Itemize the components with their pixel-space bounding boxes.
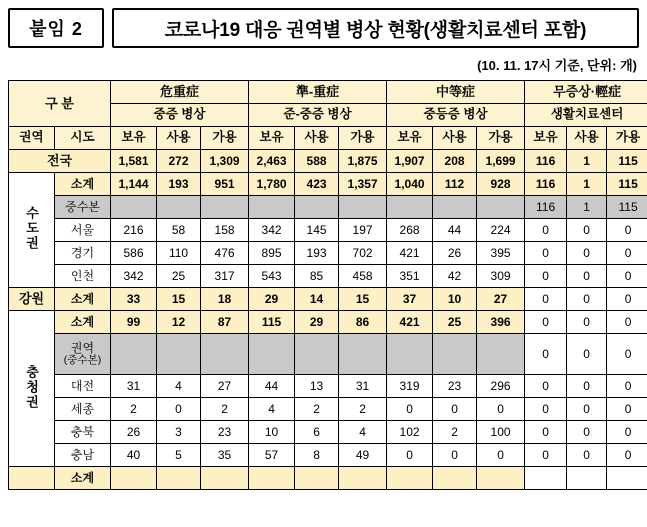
- row-label-chungnam: 충남: [55, 444, 111, 467]
- cell-value: 29: [295, 311, 339, 334]
- cell-value: 1,144: [111, 173, 157, 196]
- table-row: [9, 375, 647, 398]
- row-label-chungbuk: 충북: [55, 421, 111, 444]
- table-row: [9, 288, 647, 311]
- cell-value: 0: [525, 311, 567, 334]
- cell-value: 543: [249, 265, 295, 288]
- cell-value: [249, 467, 295, 490]
- cell-value: 10: [249, 421, 295, 444]
- cell-value: 1: [567, 196, 607, 219]
- cell-value: 14: [295, 288, 339, 311]
- cell-value: 116: [525, 150, 567, 173]
- cell-value: 145: [295, 219, 339, 242]
- cell-value: 928: [477, 173, 525, 196]
- cell-value: 197: [339, 219, 387, 242]
- cell-value: 193: [157, 173, 201, 196]
- cell-value: 115: [249, 311, 295, 334]
- cell-value: [477, 467, 525, 490]
- table-row: [9, 196, 647, 219]
- cell-value: 342: [111, 265, 157, 288]
- cell-value: 0: [567, 265, 607, 288]
- table-row: [9, 150, 647, 173]
- cell-value: 224: [477, 219, 525, 242]
- cell-value: 0: [525, 288, 567, 311]
- cell-value: 27: [477, 288, 525, 311]
- cell-value: 102: [387, 421, 433, 444]
- page-title: 코로나19 대응 권역별 병상 현황(생활치료센터 포함): [112, 8, 639, 48]
- cell-value: 208: [433, 150, 477, 173]
- table-row: [9, 242, 647, 265]
- subheader-semi-severe-beds: 준-중증 병상: [249, 104, 387, 127]
- cell-value: 10: [433, 288, 477, 311]
- cell-value: 42: [433, 265, 477, 288]
- cell-value: 423: [295, 173, 339, 196]
- cell-value: 0: [477, 444, 525, 467]
- cell-empty: [249, 196, 295, 219]
- cell-value: 0: [525, 334, 567, 375]
- table-row: [9, 173, 647, 196]
- region-label-metropolitan: 수도권: [9, 173, 55, 288]
- cell-value: 26: [433, 242, 477, 265]
- cell-value: 27: [201, 375, 249, 398]
- col-header-avail-4: 가용: [607, 127, 647, 150]
- cell-value: 31: [111, 375, 157, 398]
- cell-value: 1,357: [339, 173, 387, 196]
- col-header-hold-2: 보유: [249, 127, 295, 150]
- cell-value: 588: [295, 150, 339, 173]
- row-label-central: 중수본: [55, 196, 111, 219]
- bed-status-table: [8, 80, 647, 490]
- cell-value: 0: [567, 421, 607, 444]
- cell-value: 319: [387, 375, 433, 398]
- row-label-daejeon: 대전: [55, 375, 111, 398]
- cell-value: 0: [157, 398, 201, 421]
- cell-value: 296: [477, 375, 525, 398]
- cell-value: 476: [201, 242, 249, 265]
- cell-empty: [387, 334, 433, 375]
- cell-value: 458: [339, 265, 387, 288]
- col-header-used-2: 사용: [295, 127, 339, 150]
- cell-value: 351: [387, 265, 433, 288]
- cell-empty: [477, 196, 525, 219]
- col-header-avail-2: 가용: [339, 127, 387, 150]
- timestamp-note: (10. 11. 17시 기준, 단위: 개): [477, 58, 637, 73]
- cell-value: 15: [339, 288, 387, 311]
- row-label-line2: (중수본): [63, 353, 102, 366]
- cell-value: 0: [607, 398, 647, 421]
- cell-value: [157, 467, 201, 490]
- cell-value: 26: [111, 421, 157, 444]
- cell-value: [295, 467, 339, 490]
- cell-value: 193: [295, 242, 339, 265]
- cell-value: 0: [387, 398, 433, 421]
- row-label-line1: 권역: [70, 341, 95, 356]
- table-row: [9, 311, 647, 334]
- cell-value: 1,780: [249, 173, 295, 196]
- cell-empty: [387, 196, 433, 219]
- cell-value: 0: [525, 375, 567, 398]
- cell-value: [201, 467, 249, 490]
- cell-value: 0: [607, 288, 647, 311]
- table-body: [9, 150, 647, 490]
- cell-value: 0: [567, 219, 607, 242]
- table-header-row-group: [9, 81, 647, 104]
- cell-value: 23: [433, 375, 477, 398]
- cell-value: 57: [249, 444, 295, 467]
- cell-value: 85: [295, 265, 339, 288]
- cell-value: 0: [607, 219, 647, 242]
- cell-value: 0: [607, 311, 647, 334]
- cell-value: 0: [387, 444, 433, 467]
- cell-empty: [433, 196, 477, 219]
- cell-value: 0: [525, 398, 567, 421]
- table-row: [9, 421, 647, 444]
- cell-value: 6: [295, 421, 339, 444]
- cell-value: 0: [607, 242, 647, 265]
- cell-value: 0: [567, 398, 607, 421]
- cell-empty: [201, 196, 249, 219]
- attachment-label: 붙임 2: [8, 8, 104, 48]
- table-row: [9, 444, 647, 467]
- cell-value: 44: [433, 219, 477, 242]
- row-label-subtotal: 소계: [55, 467, 111, 490]
- cell-value: 31: [339, 375, 387, 398]
- cell-value: 40: [111, 444, 157, 467]
- cell-empty: [111, 196, 157, 219]
- cell-value: 0: [607, 265, 647, 288]
- cell-value: 115: [607, 150, 647, 173]
- cell-value: 421: [387, 242, 433, 265]
- cell-value: 317: [201, 265, 249, 288]
- col-header-used-4: 사용: [567, 127, 607, 150]
- cell-value: 4: [249, 398, 295, 421]
- col-header-used-1: 사용: [157, 127, 201, 150]
- cell-value: [525, 467, 567, 490]
- cell-value: 951: [201, 173, 249, 196]
- cell-value: 421: [387, 311, 433, 334]
- cell-value: 0: [525, 444, 567, 467]
- cell-value: 33: [111, 288, 157, 311]
- subheader-living-treatment-center: 생활치료센터: [525, 104, 647, 127]
- cell-value: 702: [339, 242, 387, 265]
- cell-empty: [295, 334, 339, 375]
- cell-value: [339, 467, 387, 490]
- cell-value: 0: [433, 444, 477, 467]
- cell-value: 3: [157, 421, 201, 444]
- col-header-hold-1: 보유: [111, 127, 157, 150]
- cell-value: 0: [567, 288, 607, 311]
- cell-value: 2,463: [249, 150, 295, 173]
- cell-value: 58: [157, 219, 201, 242]
- cell-value: 0: [477, 398, 525, 421]
- cell-value: 115: [607, 196, 647, 219]
- row-label-sejong: 세종: [55, 398, 111, 421]
- cell-empty: [295, 196, 339, 219]
- subheader-moderate-beds: 중등증 병상: [387, 104, 525, 127]
- cell-value: [111, 467, 157, 490]
- cell-value: 0: [525, 219, 567, 242]
- cell-value: 35: [201, 444, 249, 467]
- cell-value: 1,699: [477, 150, 525, 173]
- cell-value: 2: [433, 421, 477, 444]
- col-header-hold-3: 보유: [387, 127, 433, 150]
- cell-empty: [433, 334, 477, 375]
- cell-value: 895: [249, 242, 295, 265]
- group-header-mild: 무증상·輕症: [525, 81, 647, 104]
- cell-value: 0: [567, 444, 607, 467]
- col-header-avail-3: 가용: [477, 127, 525, 150]
- cell-value: 23: [201, 421, 249, 444]
- cell-empty: [111, 334, 157, 375]
- cell-value: 12: [157, 311, 201, 334]
- col-header-used-3: 사용: [433, 127, 477, 150]
- cell-empty: [339, 334, 387, 375]
- cell-value: 0: [567, 375, 607, 398]
- cell-value: 0: [567, 242, 607, 265]
- cell-value: 86: [339, 311, 387, 334]
- cell-value: 2: [111, 398, 157, 421]
- row-label-subtotal: 소계: [55, 311, 111, 334]
- row-label-incheon: 인천: [55, 265, 111, 288]
- region-label-partial: [9, 467, 55, 490]
- cell-value: 0: [607, 421, 647, 444]
- cell-value: 395: [477, 242, 525, 265]
- cell-value: 1,581: [111, 150, 157, 173]
- table-row: [9, 219, 647, 242]
- cell-value: 15: [157, 288, 201, 311]
- cell-value: 25: [157, 265, 201, 288]
- row-label-region-central: [55, 334, 111, 375]
- cell-value: 158: [201, 219, 249, 242]
- cell-value: 1: [567, 173, 607, 196]
- row-label-gyeonggi: 경기: [55, 242, 111, 265]
- cell-value: 37: [387, 288, 433, 311]
- col-header-hold-4: 보유: [525, 127, 567, 150]
- row-label-subtotal: 소계: [55, 288, 111, 311]
- title-row: [8, 8, 639, 48]
- cell-value: 112: [433, 173, 477, 196]
- cell-empty: [249, 334, 295, 375]
- cell-value: 5: [157, 444, 201, 467]
- cell-value: 4: [157, 375, 201, 398]
- table-row-clipped: [9, 467, 647, 490]
- cell-value: 396: [477, 311, 525, 334]
- cell-value: [433, 467, 477, 490]
- cell-value: 100: [477, 421, 525, 444]
- cell-value: 1,309: [201, 150, 249, 173]
- cell-value: 13: [295, 375, 339, 398]
- col-header-avail-1: 가용: [201, 127, 249, 150]
- cell-empty: [157, 334, 201, 375]
- cell-value: 2: [339, 398, 387, 421]
- cell-value: 0: [525, 421, 567, 444]
- cell-value: 25: [433, 311, 477, 334]
- cell-value: 0: [567, 311, 607, 334]
- cell-value: [607, 467, 647, 490]
- table-header-row-measures: [9, 127, 647, 150]
- corner-label: 구 분: [9, 81, 111, 127]
- cell-value: 115: [607, 173, 647, 196]
- group-header-critical: 危重症: [111, 81, 249, 104]
- cell-value: 49: [339, 444, 387, 467]
- cell-value: 0: [433, 398, 477, 421]
- col-header-region: 권역: [9, 127, 55, 150]
- row-label-nationwide: 전국: [9, 150, 111, 173]
- subheader-severe-beds: 중증 병상: [111, 104, 249, 127]
- cell-value: 4: [339, 421, 387, 444]
- table-row: [9, 398, 647, 421]
- cell-empty: [339, 196, 387, 219]
- region-label-gangwon: 강원: [9, 288, 55, 311]
- cell-value: 0: [567, 334, 607, 375]
- cell-value: 18: [201, 288, 249, 311]
- table-row: [9, 265, 647, 288]
- cell-value: 309: [477, 265, 525, 288]
- cell-value: 0: [525, 265, 567, 288]
- cell-value: 44: [249, 375, 295, 398]
- cell-value: 1,907: [387, 150, 433, 173]
- cell-value: 1,040: [387, 173, 433, 196]
- cell-value: 29: [249, 288, 295, 311]
- cell-value: 116: [525, 173, 567, 196]
- cell-value: 272: [157, 150, 201, 173]
- cell-value: 0: [607, 444, 647, 467]
- cell-value: 99: [111, 311, 157, 334]
- cell-value: 116: [525, 196, 567, 219]
- cell-value: 0: [607, 334, 647, 375]
- cell-value: 1: [567, 150, 607, 173]
- group-header-semi-severe: 準-重症: [249, 81, 387, 104]
- cell-empty: [201, 334, 249, 375]
- cell-value: 216: [111, 219, 157, 242]
- cell-value: 2: [295, 398, 339, 421]
- row-label-seoul: 서울: [55, 219, 111, 242]
- cell-value: 268: [387, 219, 433, 242]
- col-header-city: 시도: [55, 127, 111, 150]
- cell-value: [387, 467, 433, 490]
- group-header-moderate: 中等症: [387, 81, 525, 104]
- cell-value: [567, 467, 607, 490]
- region-label-chungcheong: 충청권: [9, 311, 55, 467]
- cell-empty: [477, 334, 525, 375]
- cell-value: 8: [295, 444, 339, 467]
- cell-value: 87: [201, 311, 249, 334]
- cell-value: 1,875: [339, 150, 387, 173]
- cell-value: 0: [607, 375, 647, 398]
- row-label-subtotal: 소계: [55, 173, 111, 196]
- cell-value: 2: [201, 398, 249, 421]
- cell-value: 586: [111, 242, 157, 265]
- cell-empty: [157, 196, 201, 219]
- cell-value: 0: [525, 242, 567, 265]
- cell-value: 342: [249, 219, 295, 242]
- cell-value: 110: [157, 242, 201, 265]
- table-row: [9, 334, 647, 375]
